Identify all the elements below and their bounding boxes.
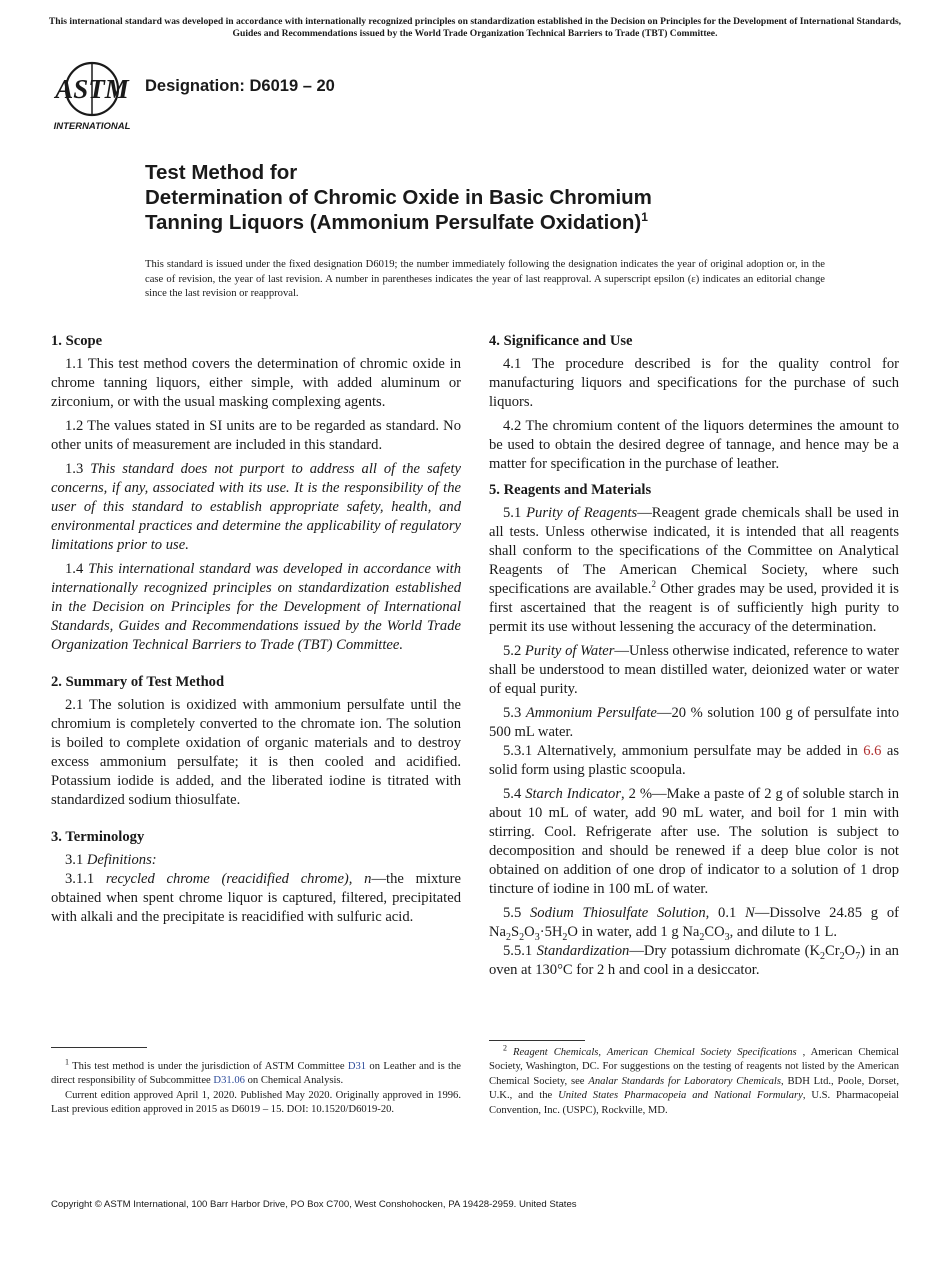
paragraph-5-5-1: 5.5.1 Standardization—Dry potassium dichromate $(K_2Cr_2O_7)$ in an oven at 130°C for 2 h and cool in a desiccator. — [489, 943, 899, 978]
section-heading-terminology: 3. Terminology — [51, 829, 145, 845]
title-line-3: Tanning Liquors (Ammonium Persulfate Oxidation)$^1$ — [145, 210, 648, 234]
title-line-2: Determination of Chromic Oxide in Basic Chromium — [145, 186, 652, 209]
section-heading-scope: 1. Scope — [51, 333, 103, 349]
footnote-2-text: $^2$ Reagent Chemicals, American Chemical Society Specifications , American Chemical Society, Washington, DC. For suggestions on the testing of reagents not listed by the American Chemical Society, see Analar Standards for Laboratory Chemicals, BDH Ltd., Poole, Dorset, U.K., and the United States Pharmacopeia and National Formulary, U.S. Pharmacopeial Convention, Inc. (USPC), Rockville, MD. — [489, 1043, 900, 1116]
committee-link-d31[interactable]: D31 — [347, 1061, 367, 1072]
designation: Designation: D6019 – 20 — [145, 77, 335, 95]
footnote-1-jurisdiction: $^1$ This test method is under the jurisdiction of ASTM Committee D31 on Leather and is the direct responsibility of Subcommittee D31.06 on Chemical Analysis. — [51, 1057, 461, 1087]
section-heading-significance: 4. Significance and Use — [489, 333, 633, 349]
subcommittee-link-d31-06[interactable]: D31.06 — [213, 1075, 245, 1087]
footnote-1 — [51, 1057, 461, 1118]
paragraph-1-2: 1.2 The values stated in SI units are to be regarded as standard. No other units of measurement are included in this standard. — [51, 418, 461, 453]
section-heading-summary: 2. Summary of Test Method — [51, 674, 225, 690]
development-notice: This international standard was developed in accordance with internationally recognized principles on standardization established in the Decision on Principles for the Development of International Standards, Guides and Recommendations issued by the World Trade Organization Technical Barriers to Trade (TBT) Committee. — [48, 16, 902, 39]
svg-text:ASTM: ASTM — [55, 74, 129, 104]
paragraph-1-1: 1.1 This test method covers the determination of chromic oxide in chrome tanning liquors, either simple, with added aluminum or zirconium, or with the usual masking complexing agents. — [51, 356, 461, 410]
right-column — [489, 332, 899, 985]
title-footnote-mark: 1 — [641, 210, 648, 225]
footnote-1-edition: Current edition approved April 1, 2020. Published May 2020. Originally approved in 1996. Last previous edition approved in 2015 as D6019 – 15. DOI: 10.1520/D6019-20. — [51, 1089, 461, 1116]
paragraph-4-2: 4.2 The chromium content of the liquors determines the amount to be used to obtain the desired degree of tannage, and hence may be a matter for specification in the purchase of leather. — [489, 418, 899, 472]
section-link-6-6[interactable]: 6.6 — [863, 743, 882, 759]
footnote-ref-2[interactable]: 2 — [651, 579, 657, 590]
paragraph-5-5: 5.5 Sodium Thiosulfate Solution, 0.1 N—Dissolve 24.85 g of $Na_2S_2O_3\cdot 5H_2O$ in water, add 1 g $Na_2CO_3$, and dilute to 1 L. — [489, 905, 899, 943]
paragraph-5-3-1: 5.3.1 Alternatively, ammonium persulfate may be added in 6.6 as solid form using plastic scoopula. — [489, 743, 900, 778]
section-heading-reagents: 5. Reagents and Materials — [489, 482, 652, 498]
footnote-2 — [489, 1043, 900, 1118]
paragraph-1-3: 1.3 This standard does not purport to address all of the safety concerns, if any, associated with its use. It is the responsibility of the user of this standard to establish appropriate safety, health, and environmental practices and determine the applicability of regulatory limitations prior to use. — [51, 461, 461, 553]
footnote-divider-left — [51, 1047, 147, 1048]
left-column — [51, 332, 461, 932]
copyright-notice: Copyright © ASTM International, 100 Barr Harbor Drive, PO Box C700, West Conshohocken, PA 19428-2959. United States — [51, 1199, 577, 1210]
footnote-divider-right — [489, 1040, 585, 1041]
title-line-1: Test Method for — [145, 161, 298, 184]
astm-logo-icon — [52, 57, 136, 133]
paragraph-5-3: 5.3 Ammonium Persulfate—20 % solution 100 g of persulfate into 500 mL water. — [489, 705, 900, 740]
paragraph-5-2: 5.2 Purity of Water—Unless otherwise indicated, reference to water shall be understood to mean distilled water, deionized water or water of equal purity. — [489, 643, 899, 697]
paragraph-3-1: 3.1 Definitions: — [65, 852, 157, 868]
paragraph-1-4: 1.4 This international standard was developed in accordance with internationally recognized principles on standardization established in the Decision on Principles for the Development of International Standards, Guides and Recommendations issued by the World Trade Organization Technical Barriers to Trade (TBT) Committee. — [51, 561, 462, 653]
paragraph-2-1: 2.1 The solution is oxidized with ammonium persulfate until the chromium is completely converted to the chromate ion. The solution is boiled to complete oxidation of organic materials and to destroy excess ammonium persulfate; it is then cooled and acidified. Potassium iodide is added, and the liberated iodine is titrated with standardized sodium thiosulfate. — [51, 697, 461, 808]
document-title — [145, 160, 845, 235]
paragraph-4-1: 4.1 The procedure described is for the quality control for manufacturing liquors and specifications for the purchase of such liquors. — [489, 356, 899, 410]
logo-text: INTERNATIONAL — [53, 121, 131, 132]
paragraph-3-1-1: 3.1.1 recycled chrome (reacidified chrome), n—the mixture obtained when spent chrome liquor is captured, filtered, precipitated with alkali and the precipitate is reacidified with sulfuric acid. — [51, 871, 461, 925]
issuance-statement: This standard is issued under the fixed designation D6019; the number immediately following the designation indicates the year of original adoption or, in the case of revision, the year of last revision. A number in parentheses indicates the year of last reapproval. A superscript epsilon (ε) indicates an editorial change since the last revision or reapproval. — [145, 259, 825, 300]
paragraph-5-1: 5.1 Purity of Reagents—Reagent grade chemicals shall be used in all tests. Unless otherwise indicated, it is intended that all reagents shall conform to the specifications of the Committee on Analytical Reagents of The American Chemical Society, where such specifications are available.$^2$ Other grades may be used, provided it is first ascertained that the reagent is of sufficiently high purity to permit its use without lessening the accuracy of the determination. — [489, 505, 900, 635]
paragraph-5-4: 5.4 Starch Indicator, 2 %—Make a paste of 2 g of soluble starch in about 10 mL of water, add 90 mL water, and boil for 1 min with stirring. Cool. Refrigerate after use. The solution is subject to decomposition and should be renewed if a deep blue color is not obtained on addition of one drop of indicator to a solution of 1 drop tincture of iodine in 100 mL of water. — [489, 786, 900, 897]
